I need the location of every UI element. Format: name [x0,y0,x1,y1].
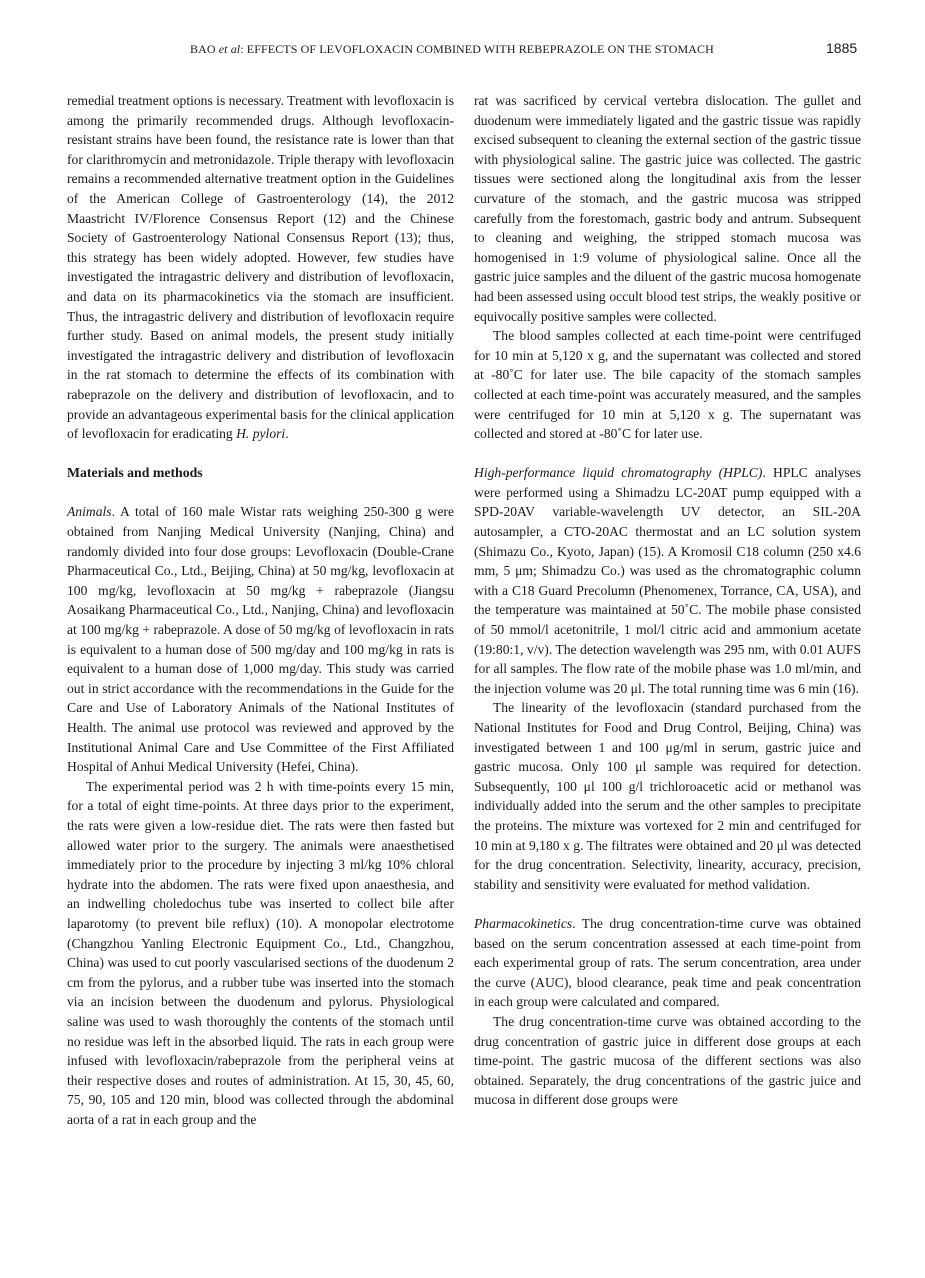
left-column [67,91,454,1129]
paragraph-text: . The drug concentration-time curve was obtained based on the serum concentration assessed at each time-point from each experimental group of rats. The serum concentration, area under the curve (AUC), blood clearance, peak time and peak concentration in each group were calculated and compared. [474,915,861,1010]
subsection-heading: Animals [67,504,112,520]
section-heading: Materials and methods [67,465,203,481]
species-name: H. pylori [236,426,286,442]
paragraph-pharmacokinetics [474,914,861,1012]
header-authors: BAO [190,42,216,56]
paragraph: The experimental period was 2 h with time-points every 15 min, for a total of eight time-points. At three days prior to the experiment, the rats were given a low-residue diet. The rats were then fasted but allowed water prior to the surgery. The animals were anaesthetised immediately prior to the procedure by injecting 3 ml/kg 10% chloral hydrate into the abdomen. The rats were fixed upon anaesthesia, and an indwelling choledochus tube was inserted to collect bile after laparotomy (to prevent bile reflux) (10). A monopolar electrotome (Changzhou Yanling Electronic Equipment Co., Ltd., Changzhou, China) was used to cut poorly vascularised sections of the duodenum 2 cm from the pylorus, and a rubber tube was inserted into the stomach via an incision between the duodenum and pylorus. Physiological saline was used to wash thoroughly the contents of the stomach until no residue was left in the absorbed liquid. The rats in each group were infused with levofloxacin/rabeprazole from the peripheral veins at their respective doses and routes of administration. At 15, 30, 45, 60, 75, 90, 105 and 120 min, blood was collected through the abdominal aorta of a rat in each group and the [67,778,454,1127]
right-column [474,91,861,1110]
paragraph-hplc [474,463,861,698]
header-title: : EFFECTS OF LEVOFLOXACIN COMBINED WITH REBEPRAZOLE ON THE STOMACH [240,42,714,56]
paragraph-animals [67,502,454,776]
subsection-heading: High-performance liquid chromatography (HPLC) [474,465,763,481]
paragraph: rat was sacrificed by cervical vertebra dislocation. The gullet and duodenum were immediately ligated and the gastric tissue was rapidly excised subsequent to cleaning the external section of the gastric tissue with physiological saline. The gastric juice was collected. The gastric tissues were sectioned along the longitudinal axis from the lesser curvature of the stomach, and the gastric mucosa was stripped carefully from the forestomach, gastric body and antrum. Subsequent to cleaning and weighing, the stripped stomach mucosa was homogenised in 1:9 volume of physiological saline. Once all the gastric juice samples and the diluent of the gastric mucosa homogenate had been assessed using occult blood test strips, the weakly positive or equivocally positive samples were collected. [474,93,861,324]
paragraph-text: . HPLC analyses were performed using a Shimadzu LC-20AT pump equipped with a SPD-20AV variable-wavelength UV detector, an SIL-20A autosampler, a CTO-20AC thermostat and an LC solution system (Shimazu Co., Kyoto, Japan) (15). A Kromosil C18 column (250 x4.6 mm, 5 μm; Shimadzu Co.) was used as the chromatographic column with a C18 Guard Precolumn (Phenomenex, Torrance, CA, USA), and the temperature was maintained at 50˚C. The mobile phase consisted of 50 mmol/l acetonitrile, 1 mol/l citric acid and ammonium acetate (19:80:1, v/v). The detection wavelength was 295 nm, with 0.01 AUFS for all samples. The flow rate of the mobile phase was 1.0 ml/min, and the injection volume was 20 μl. The total running time was 6 min (16). [474,465,861,696]
paragraph: The linearity of the levofloxacin (standard purchased from the National Institutes for Food and Drug Control, Beijing, China) was investigated between 1 and 100 μg/ml in serum, gastric juice and gastric mucosa. Only 100 μl sample was required for detection. Subsequently, 100 μl 100 g/l trichloroacetic acid or methanol was individually added into the serum and the other samples to precipitate the proteins. The mixture was vortexed for 2 min and centrifuged for 10 min at 9,180 x g. The filtrates were obtained and 20 μl was detected for the drug concentration. Selectivity, linearity, accuracy, precision, stability and sensitivity were evaluated for method validation. [474,700,861,892]
running-header [190,42,714,57]
header-etal: et al [218,42,241,56]
paragraph [67,91,454,444]
paragraph-text: remedial treatment options is necessary. Treatment with levofloxacin is among the primarily recommended drugs. Although levofloxacin-resistant strains have been found, the resistance rate is lower than that for clarithromycin and metronidazole. Triple therapy with levofloxacin remains a recommended alternative treatment option in the Guidelines of the American College of Gastroenterology (14), the 2012 Maastricht IV/Florence Consensus Report (12) and the Chinese Society of Gastroenterology National Consensus Report (13); thus, this strategy has been widely adopted. However, few studies have investigated the intragastric delivery and distribution of levofloxacin, and data on its pharmacokinetics via the stomach are insufficient. Thus, the intragastric delivery and distribution of levofloxacin require further study. Based on animal models, the present study initially investigated the intragastric delivery and distribution of levofloxacin in the rat stomach to determine the effects of its combination with rabeprazole on the delivery and distribution of levofloxacin, and to provide an advantageous experimental basis for the clinical application of levofloxacin for eradicating [67,93,454,442]
page-number: 1885 [826,40,858,56]
paragraph: The blood samples collected at each time-point were centrifuged for 10 min at 5,120 x g, and the supernatant was collected and stored at -80˚C for later use. The bile capacity of the stomach samples collected at each time-point was accurately measured, and the samples were centrifuged for 10 min at 5,120 x g. The supernatant was collected and stored at -80˚C for later use. [474,328,861,442]
paragraph-text: . [285,426,289,442]
subsection-heading: Pharmacokinetics [474,915,573,931]
paragraph-text: . A total of 160 male Wistar rats weighing 250-300 g were obtained from Nanjing Medical University (Nanjing, China) and randomly divided into four dose groups: Levofloxacin (Double-Crane Pharmaceutical Co., Ltd., Beijing, China) at 50 mg/kg, levofloxacin at 100 mg/kg, levofloxacin at 50 mg/kg + rabeprazole (Jiangsu Aosaikang Pharmaceutical Co., Ltd., Nanjing, China) and levofloxacin at 100 mg/kg + rabeprazole. A dose of 50 mg/kg of levofloxacin in rats is equivalent to a human dose of 500 mg/day and 100 mg/kg in rats is equivalent to a human dose of 1,000 mg/day. This study was carried out in strict accordance with the recommendations in the Guide for the Care and Use of Laboratory Animals of the National Institutes of Health. The animal use protocol was reviewed and approved by the Institutional Animal Care and Use Committee of the First Affiliated Hospital of Anhui Medical University (Hefei, China). [67,504,454,775]
paragraph: The drug concentration-time curve was obtained according to the drug concentration of gastric juice in different dose groups at each time-point. The gastric mucosa of the different sections was also obtained. Separately, the drug concentrations of the gastric juice and mucosa in different dose groups were [474,1013,861,1108]
